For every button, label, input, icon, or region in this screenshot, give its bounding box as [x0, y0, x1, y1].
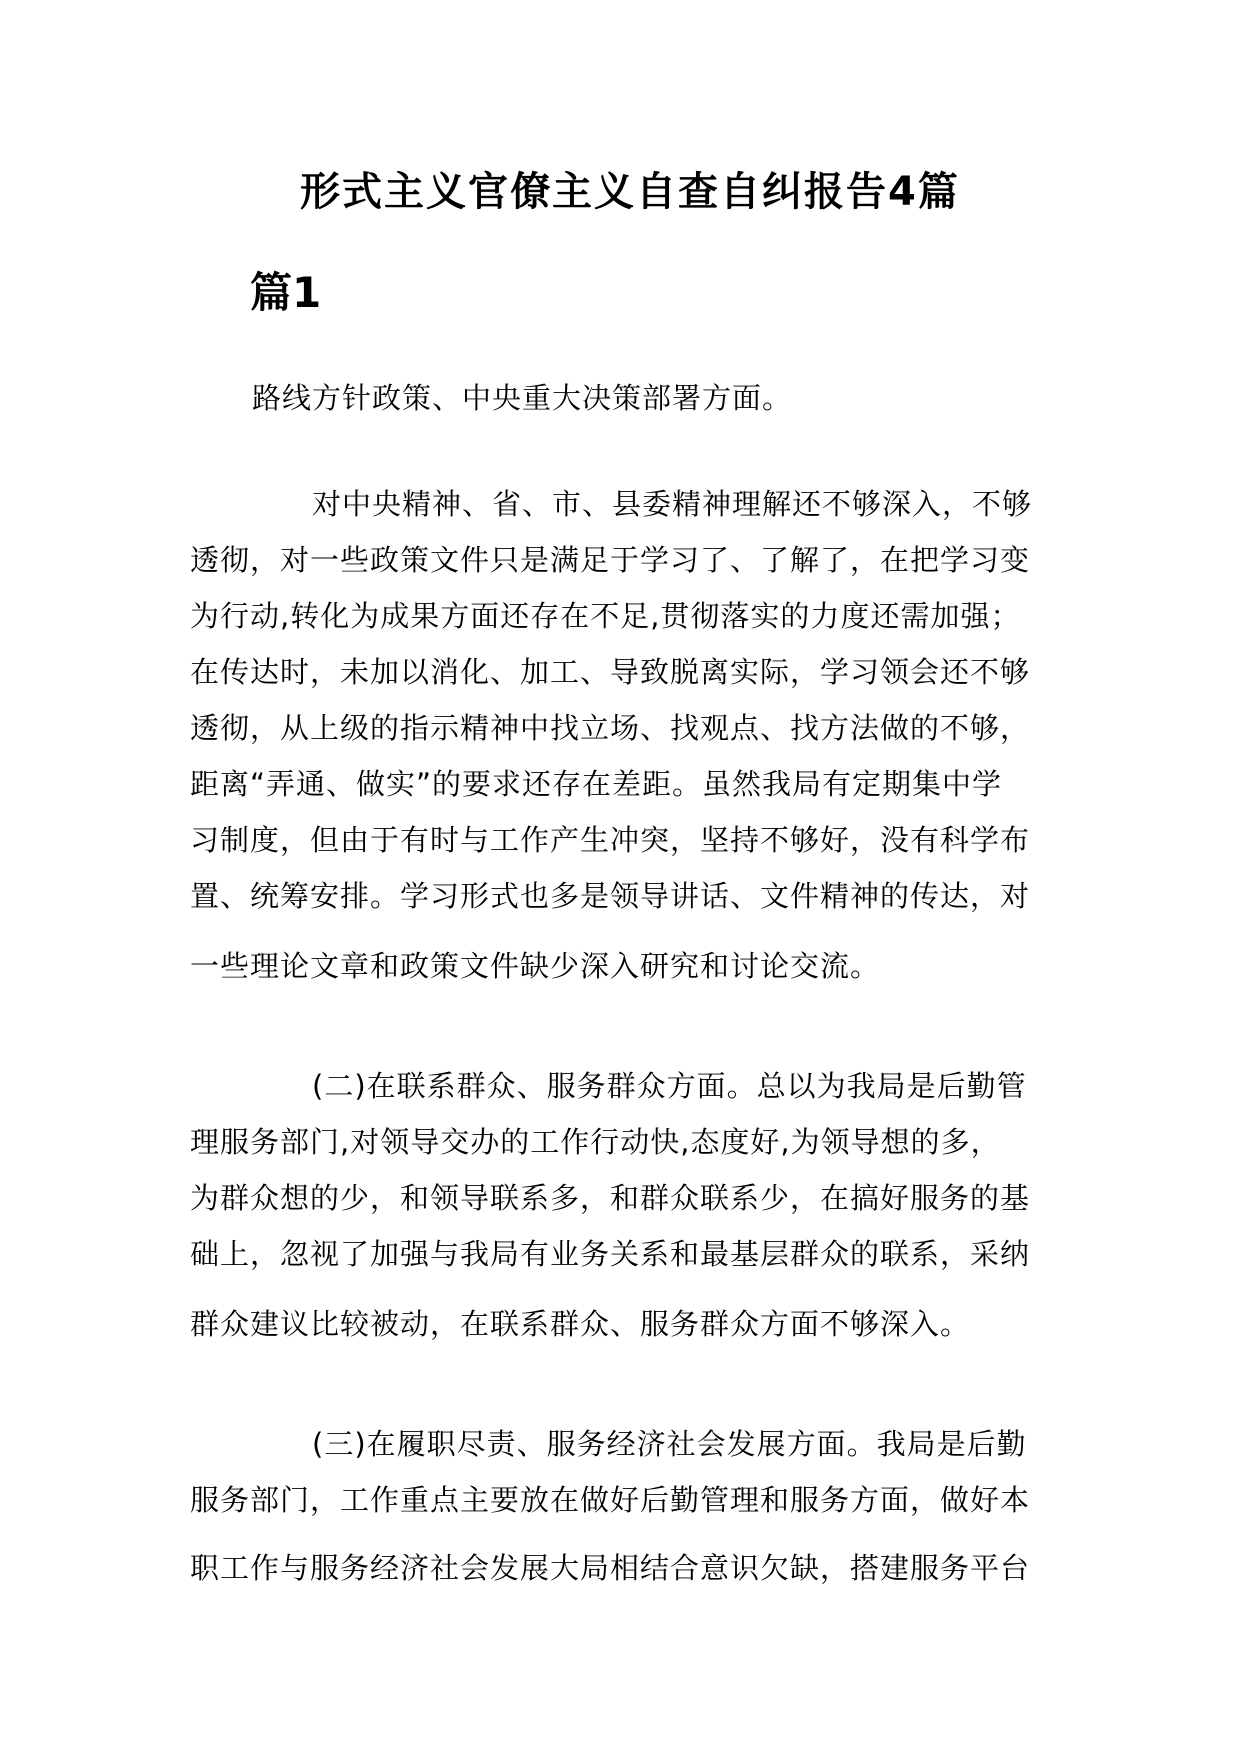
- paragraph-line: 透彻，从上级的指示精神中找立场、找观点、找方法做的不够，: [190, 711, 1031, 745]
- paragraph-line: 透彻，对一些政策文件只是满足于学习了、了解了，在把学习变: [190, 543, 1031, 577]
- paragraph-line: 路线方针政策、中央重大决策部署方面。: [252, 381, 793, 415]
- paragraph-line: 一些理论文章和政策文件缺少深入研究和讨论交流。: [190, 949, 881, 983]
- document-title: 形式主义官僚主义自查自纠报告4篇: [300, 169, 960, 215]
- paragraph-line: (三)在履职尽责、服务经济社会发展方面。我局是后勤: [312, 1427, 1027, 1461]
- paragraph-line: 在传达时，未加以消化、加工、导致脱离实际，学习领会还不够: [190, 655, 1031, 689]
- paragraph-line: 服务部门，工作重点主要放在做好后勤管理和服务方面，做好本: [190, 1483, 1031, 1517]
- paragraph-line: 为群众想的少，和领导联系多，和群众联系少，在搞好服务的基: [190, 1181, 1031, 1215]
- paragraph-line: 职工作与服务经济社会发展大局相结合意识欠缺，搭建服务平台: [190, 1551, 1031, 1585]
- paragraph-line: 群众建议比较被动，在联系群众、服务群众方面不够深入。: [190, 1307, 971, 1341]
- paragraph-line: 习制度，但由于有时与工作产生冲突，坚持不够好，没有科学布: [190, 823, 1031, 857]
- paragraph-line: (二)在联系群众、服务群众方面。总以为我局是后勤管: [312, 1069, 1027, 1103]
- paragraph-line: 为行动,转化为成果方面还存在不足,贯彻落实的力度还需加强；: [190, 599, 1021, 633]
- paragraph-line: 础上，忽视了加强与我局有业务关系和最基层群众的联系，采纳: [190, 1237, 1031, 1271]
- paragraph-line: 距离“弄通、做实”的要求还存在差距。虽然我局有定期集中学: [190, 767, 1003, 801]
- paragraph-line: 置、统筹安排。学习形式也多是领导讲话、文件精神的传达，对: [190, 879, 1031, 913]
- paragraph-line: 对中央精神、省、市、县委精神理解还不够深入，不够: [312, 487, 1033, 521]
- section-heading: 篇1: [250, 268, 322, 317]
- paragraph-line: 理服务部门,对领导交办的工作行动快,态度好,为领导想的多，: [190, 1125, 1001, 1159]
